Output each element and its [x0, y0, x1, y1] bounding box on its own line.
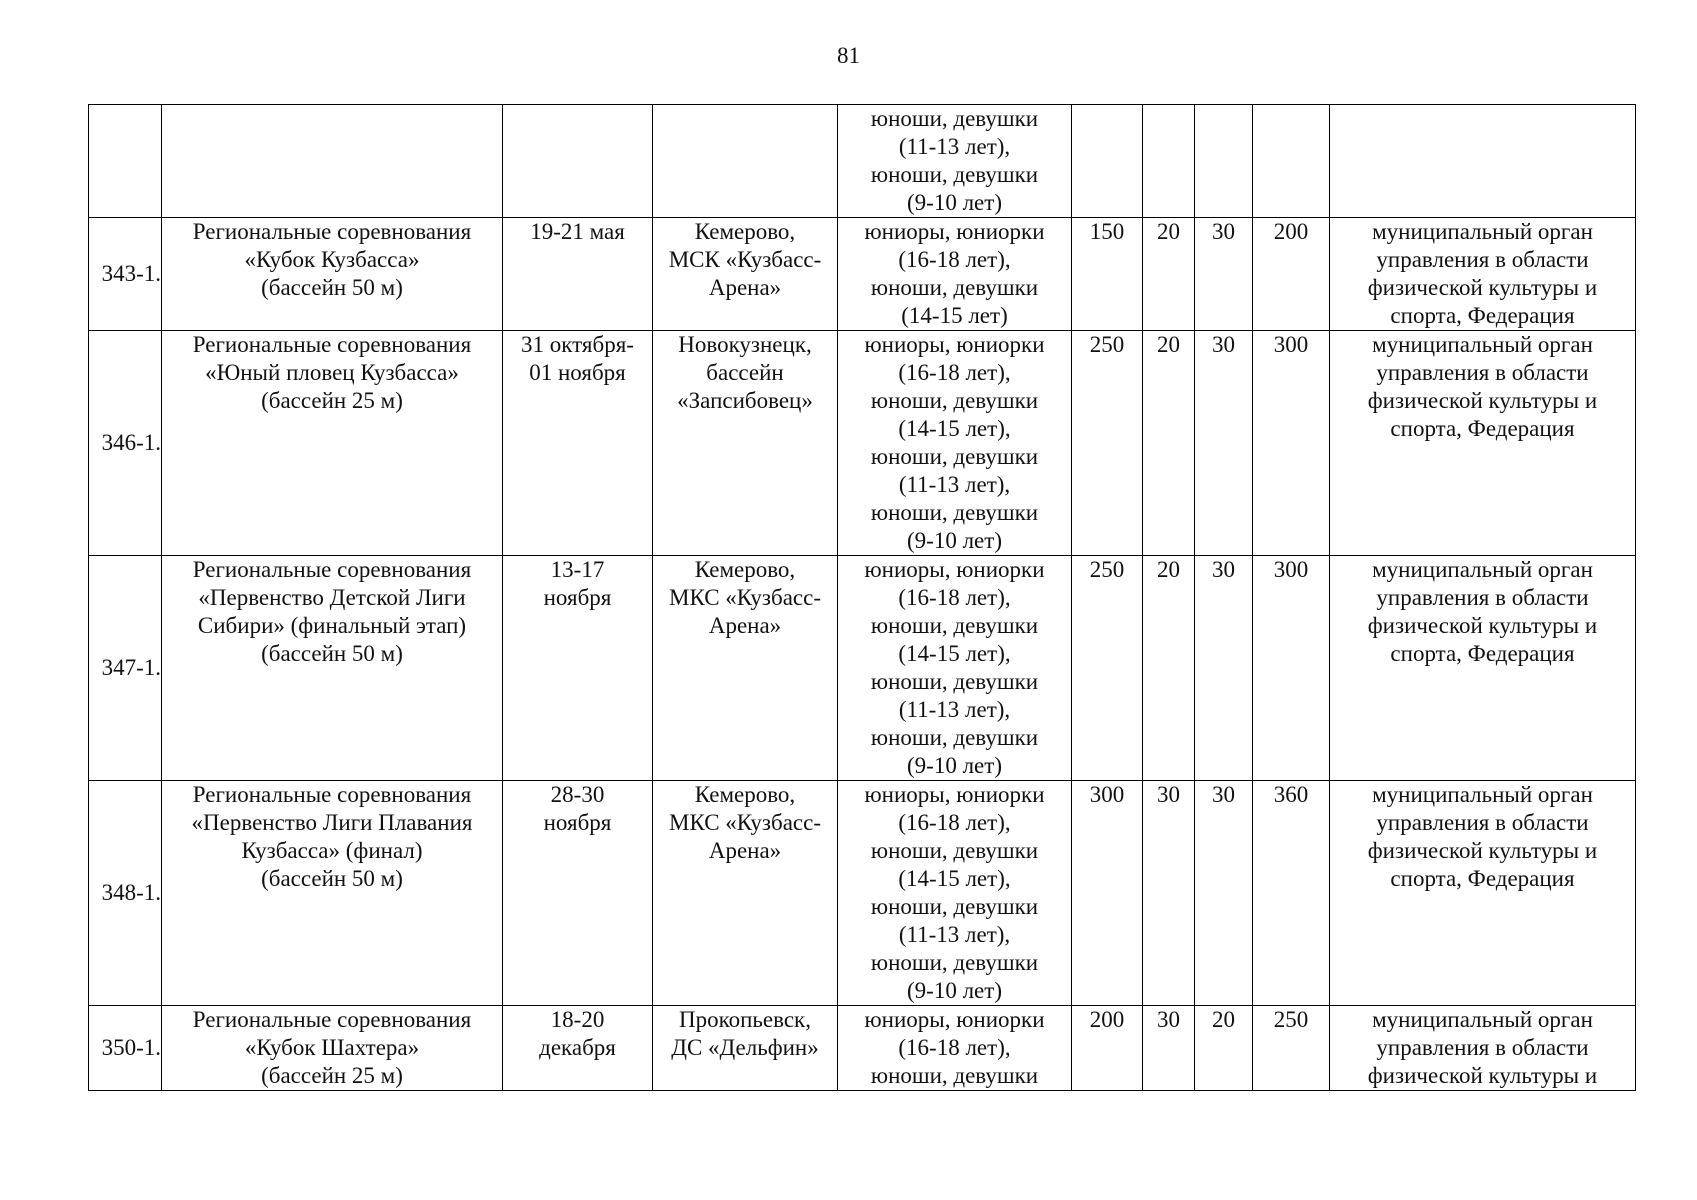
count-judges	[1195, 105, 1253, 218]
count-judges: 30	[1195, 556, 1253, 781]
table-row	[89, 105, 1636, 218]
event-name: Региональные соревнования «Первенство Детской Лиги Сибири» (финальный этап) (бассейн 50 м)	[162, 556, 503, 781]
events-table	[88, 104, 1636, 1091]
table-row	[89, 331, 1636, 556]
event-place: Новокузнецк, бассейн «Запсибовец»	[653, 331, 838, 556]
event-number: 350-1.	[89, 1006, 162, 1091]
event-name: Региональные соревнования «Юный пловец Кузбасса» (бассейн 25 м)	[162, 331, 503, 556]
count-participants: 150	[1072, 218, 1143, 331]
event-place: Кемерово, МКС «Кузбасс- Арена»	[653, 556, 838, 781]
count-participants: 250	[1072, 331, 1143, 556]
event-name	[162, 105, 503, 218]
event-dates: 19-21 мая	[503, 218, 653, 331]
count-total: 300	[1253, 556, 1330, 781]
count-judges: 30	[1195, 218, 1253, 331]
event-place: Кемерово, МСК «Кузбасс- Арена»	[653, 218, 838, 331]
event-number	[89, 105, 162, 218]
count-judges: 20	[1195, 1006, 1253, 1091]
count-coaches: 30	[1143, 781, 1195, 1006]
count-participants	[1072, 105, 1143, 218]
count-total: 200	[1253, 218, 1330, 331]
count-participants: 300	[1072, 781, 1143, 1006]
event-name: Региональные соревнования «Кубок Кузбасса» (бассейн 50 м)	[162, 218, 503, 331]
count-judges: 30	[1195, 331, 1253, 556]
count-coaches: 20	[1143, 218, 1195, 331]
event-place: Кемерово, МКС «Кузбасс- Арена»	[653, 781, 838, 1006]
event-number: 343-1.	[89, 218, 162, 331]
event-organizer: муниципальный орган управления в области физической культуры и спорта, Федерация	[1330, 331, 1636, 556]
page-number: 81	[837, 43, 860, 68]
event-participants: юниоры, юниорки (16-18 лет), юноши, девушки (14-15 лет), юноши, девушки (11-13 лет), юноши, девушки (9-10 лет)	[838, 781, 1072, 1006]
event-participants: юниоры, юниорки (16-18 лет), юноши, девушки	[838, 1006, 1072, 1091]
event-dates: 28-30 ноября	[503, 781, 653, 1006]
count-coaches	[1143, 105, 1195, 218]
event-name: Региональные соревнования «Первенство Лиги Плавания Кузбасса» (финал) (бассейн 50 м)	[162, 781, 503, 1006]
event-organizer	[1330, 105, 1636, 218]
count-total	[1253, 105, 1330, 218]
event-organizer: муниципальный орган управления в области физической культуры и спорта, Федерация	[1330, 556, 1636, 781]
event-number: 348-1.	[89, 781, 162, 1006]
table-row	[89, 218, 1636, 331]
count-coaches: 30	[1143, 1006, 1195, 1091]
event-organizer: муниципальный орган управления в области физической культуры и	[1330, 1006, 1636, 1091]
event-participants: юниоры, юниорки (16-18 лет), юноши, девушки (14-15 лет), юноши, девушки (11-13 лет), юноши, девушки (9-10 лет)	[838, 331, 1072, 556]
event-organizer: муниципальный орган управления в области физической культуры и спорта, Федерация	[1330, 218, 1636, 331]
count-total: 250	[1253, 1006, 1330, 1091]
event-place: Прокопьевск, ДС «Дельфин»	[653, 1006, 838, 1091]
event-dates: 13-17 ноября	[503, 556, 653, 781]
event-number: 346-1.	[89, 331, 162, 556]
event-dates: 18-20 декабря	[503, 1006, 653, 1091]
count-judges: 30	[1195, 781, 1253, 1006]
event-participants: юноши, девушки (11-13 лет), юноши, девушки (9-10 лет)	[838, 105, 1072, 218]
event-place	[653, 105, 838, 218]
count-total: 300	[1253, 331, 1330, 556]
count-participants: 250	[1072, 556, 1143, 781]
table-row	[89, 1006, 1636, 1091]
event-dates: 31 октября- 01 ноября	[503, 331, 653, 556]
event-name: Региональные соревнования «Кубок Шахтера» (бассейн 25 м)	[162, 1006, 503, 1091]
count-coaches: 20	[1143, 556, 1195, 781]
count-total: 360	[1253, 781, 1330, 1006]
event-dates	[503, 105, 653, 218]
event-participants: юниоры, юниорки (16-18 лет), юноши, девушки (14-15 лет)	[838, 218, 1072, 331]
event-number: 347-1.	[89, 556, 162, 781]
event-organizer: муниципальный орган управления в области физической культуры и спорта, Федерация	[1330, 781, 1636, 1006]
event-participants: юниоры, юниорки (16-18 лет), юноши, девушки (14-15 лет), юноши, девушки (11-13 лет), юноши, девушки (9-10 лет)	[838, 556, 1072, 781]
table-row	[89, 556, 1636, 781]
table-row	[89, 781, 1636, 1006]
count-coaches: 20	[1143, 331, 1195, 556]
count-participants: 200	[1072, 1006, 1143, 1091]
